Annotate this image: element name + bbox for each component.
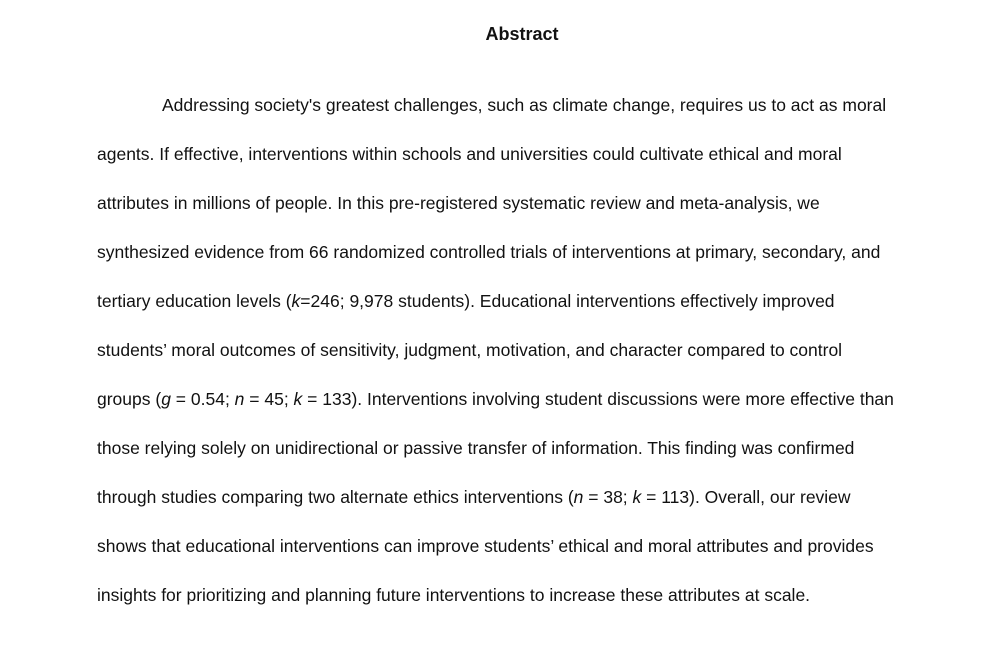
stat-k-symbol: k [293,389,303,409]
abstract-line-11: insights for prioritizing and planning future interventions to increase these attributes at scale. [97,585,811,605]
abstract-line-4: synthesized evidence from 66 randomized controlled trials of interventions at primary, secondary, and [97,242,881,262]
line-7-text-a: groups ( [97,389,162,409]
abstract-line-10: shows that educational interventions can improve students’ ethical and moral attributes and provides [97,536,874,556]
line-7-text-b: = 0.54; [170,389,235,409]
abstract-line-5 [97,290,835,312]
abstract-line-9 [97,486,851,508]
line-7-text-c: = 45; [244,389,294,409]
line-9-text-a: through studies comparing two alternate ethics interventions ( [97,487,574,507]
abstract-line-6: students’ moral outcomes of sensitivity, judgment, motivation, and character compared to control [97,340,843,360]
stat-n-symbol: n [573,487,584,507]
line-9-text-b: = 38; [583,487,633,507]
abstract-line-2: agents. If effective, interventions within schools and universities could cultivate ethical and moral [97,144,842,164]
abstract-line-1: Addressing society's greatest challenges, such as climate change, requires us to act as moral [162,95,887,115]
stat-k-symbol: k [632,487,642,507]
stat-n-symbol: n [234,389,245,409]
abstract-line-8: those relying solely on unidirectional or passive transfer of information. This finding was confirmed [97,438,855,458]
abstract-line-7 [97,388,894,410]
line-5-text-b: =246; 9,978 students). Educational interventions effectively improved [300,291,835,311]
abstract-line-3: attributes in millions of people. In this pre-registered systematic review and meta-analysis, we [97,193,820,213]
stat-k-symbol: k [291,291,301,311]
abstract-title: Abstract [485,24,559,44]
stat-g-symbol: g [161,389,171,409]
line-9-text-c: = 113). Overall, our review [641,487,851,507]
line-5-text-a: tertiary education levels ( [97,291,292,311]
line-7-text-d: = 133). Interventions involving student discussions were more effective than [302,389,894,409]
